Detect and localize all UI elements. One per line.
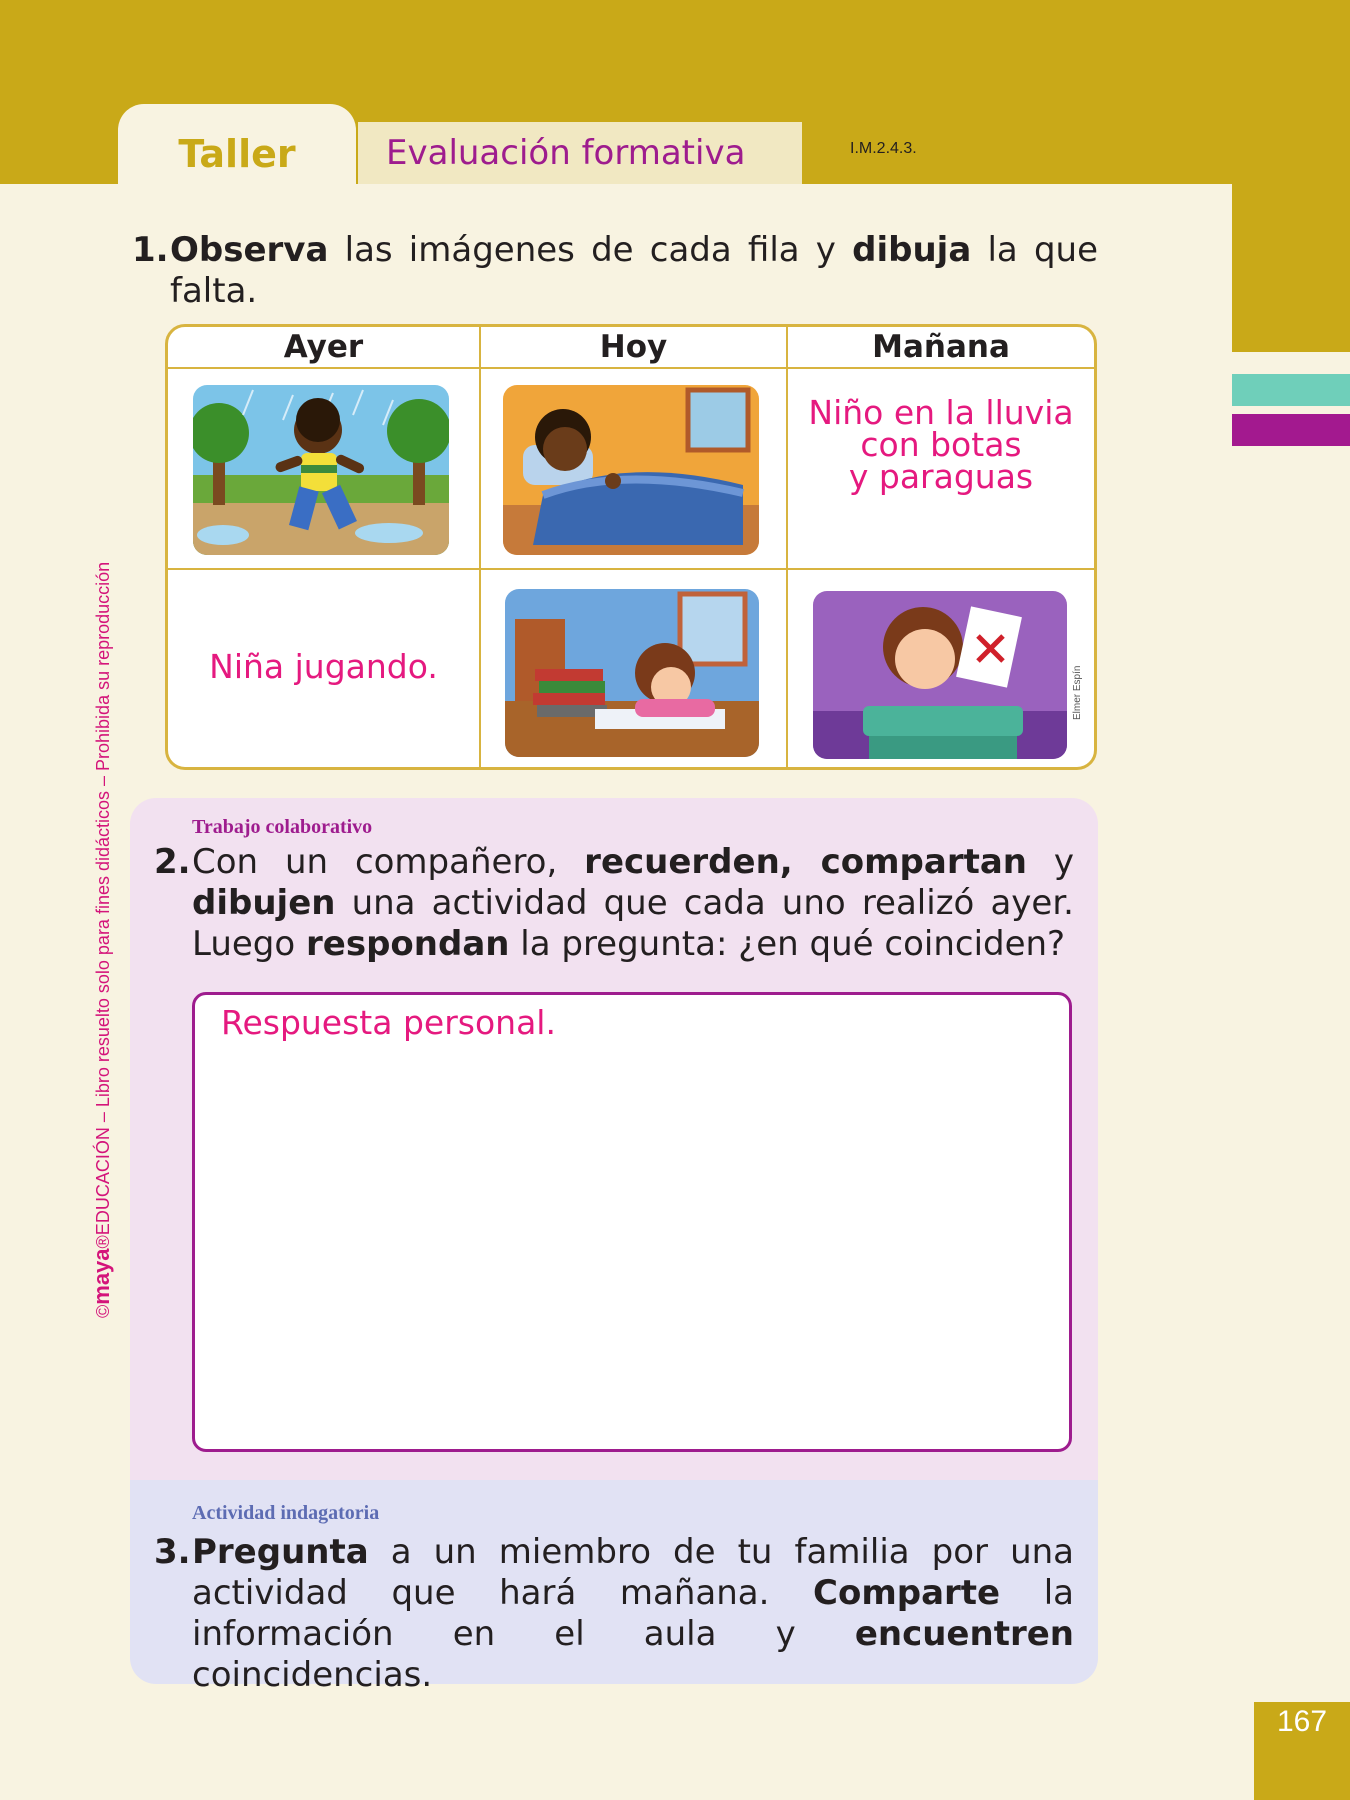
girl-with-bad-grade-image	[813, 591, 1067, 759]
section-label-inquiry: Actividad indagatoria	[192, 1502, 380, 1524]
keyword: dibujen	[192, 883, 336, 923]
answer-text: Respuesta personal.	[221, 1003, 556, 1042]
brand-logo: maya	[89, 1248, 114, 1305]
answer-row1	[788, 393, 1094, 496]
header-manana: Mañana	[872, 329, 1010, 365]
keyword: dibuja	[852, 230, 972, 270]
keyword: encuentren	[854, 1614, 1074, 1654]
teal-stripe	[1232, 374, 1350, 406]
question-text: una actividad que cada uno realizó ayer. Luego	[192, 883, 1074, 964]
tab-taller-label: Taller	[178, 132, 296, 176]
question-text: la que falta.	[170, 230, 1099, 311]
question-text: la información en el aula y	[192, 1573, 1074, 1654]
question-text: a un miembro de tu familia por una actividad que hará mañana.	[192, 1532, 1074, 1613]
question-1	[132, 230, 1099, 312]
header-ayer: Ayer	[283, 329, 364, 365]
answer-row2: Niña jugando.	[209, 647, 438, 686]
keyword: Comparte	[813, 1573, 1001, 1613]
tab-taller	[118, 104, 356, 184]
indicator-code: I.M.2.4.3.	[850, 140, 917, 157]
question-text: y	[1027, 842, 1075, 882]
table-divider	[168, 367, 1094, 369]
copyright-note: ©maya®EDUCACIÓN – Libro resuelto solo para fines didácticos – Prohibida su reproducción	[89, 561, 114, 1318]
answer-line: Niño en la lluvia	[808, 393, 1074, 432]
tab-evaluacion	[358, 122, 802, 184]
keyword: recuerden, compartan	[584, 842, 1028, 882]
ayer-hoy-manana-table	[165, 324, 1097, 770]
keyword: Observa	[170, 230, 329, 270]
question-number: 2.	[154, 842, 191, 882]
question-text: Con un compañero,	[192, 842, 585, 882]
keyword: respondan	[306, 924, 510, 964]
keyword: Pregunta	[192, 1532, 369, 1572]
question-2	[154, 842, 1075, 965]
drawing-answer-box[interactable]	[192, 992, 1072, 1452]
answer-line: y paraguas	[848, 457, 1034, 496]
boy-in-rain-image	[193, 385, 449, 555]
copyright-text: EDUCACIÓN – Libro resuelto solo para fines didácticos – Prohibida su reproducción	[93, 561, 113, 1236]
tab-evaluacion-label: Evaluación formativa	[386, 133, 746, 173]
table-divider	[479, 327, 481, 767]
girl-asleep-on-books-image	[505, 589, 759, 757]
question-text: coincidencias.	[192, 1655, 433, 1695]
question-text: las imágenes de cada fila y	[328, 230, 853, 270]
boy-sick-in-bed-image	[503, 385, 759, 555]
magenta-stripe	[1232, 414, 1350, 446]
question-number: 1.	[132, 230, 169, 270]
right-margin-band	[1232, 0, 1350, 352]
header-hoy: Hoy	[599, 329, 668, 365]
question-3	[154, 1532, 1074, 1696]
table-divider	[168, 568, 1094, 570]
answer-line: con botas	[860, 425, 1022, 464]
section-label-collaborative: Trabajo colaborativo	[192, 816, 373, 838]
table-divider	[786, 327, 788, 767]
illustration-credit: Elmer Espín	[1072, 665, 1083, 720]
question-number: 3.	[154, 1532, 191, 1572]
question-text: la pregunta: ¿en qué coinciden?	[509, 924, 1066, 964]
page-number: 167	[1276, 1705, 1328, 1738]
